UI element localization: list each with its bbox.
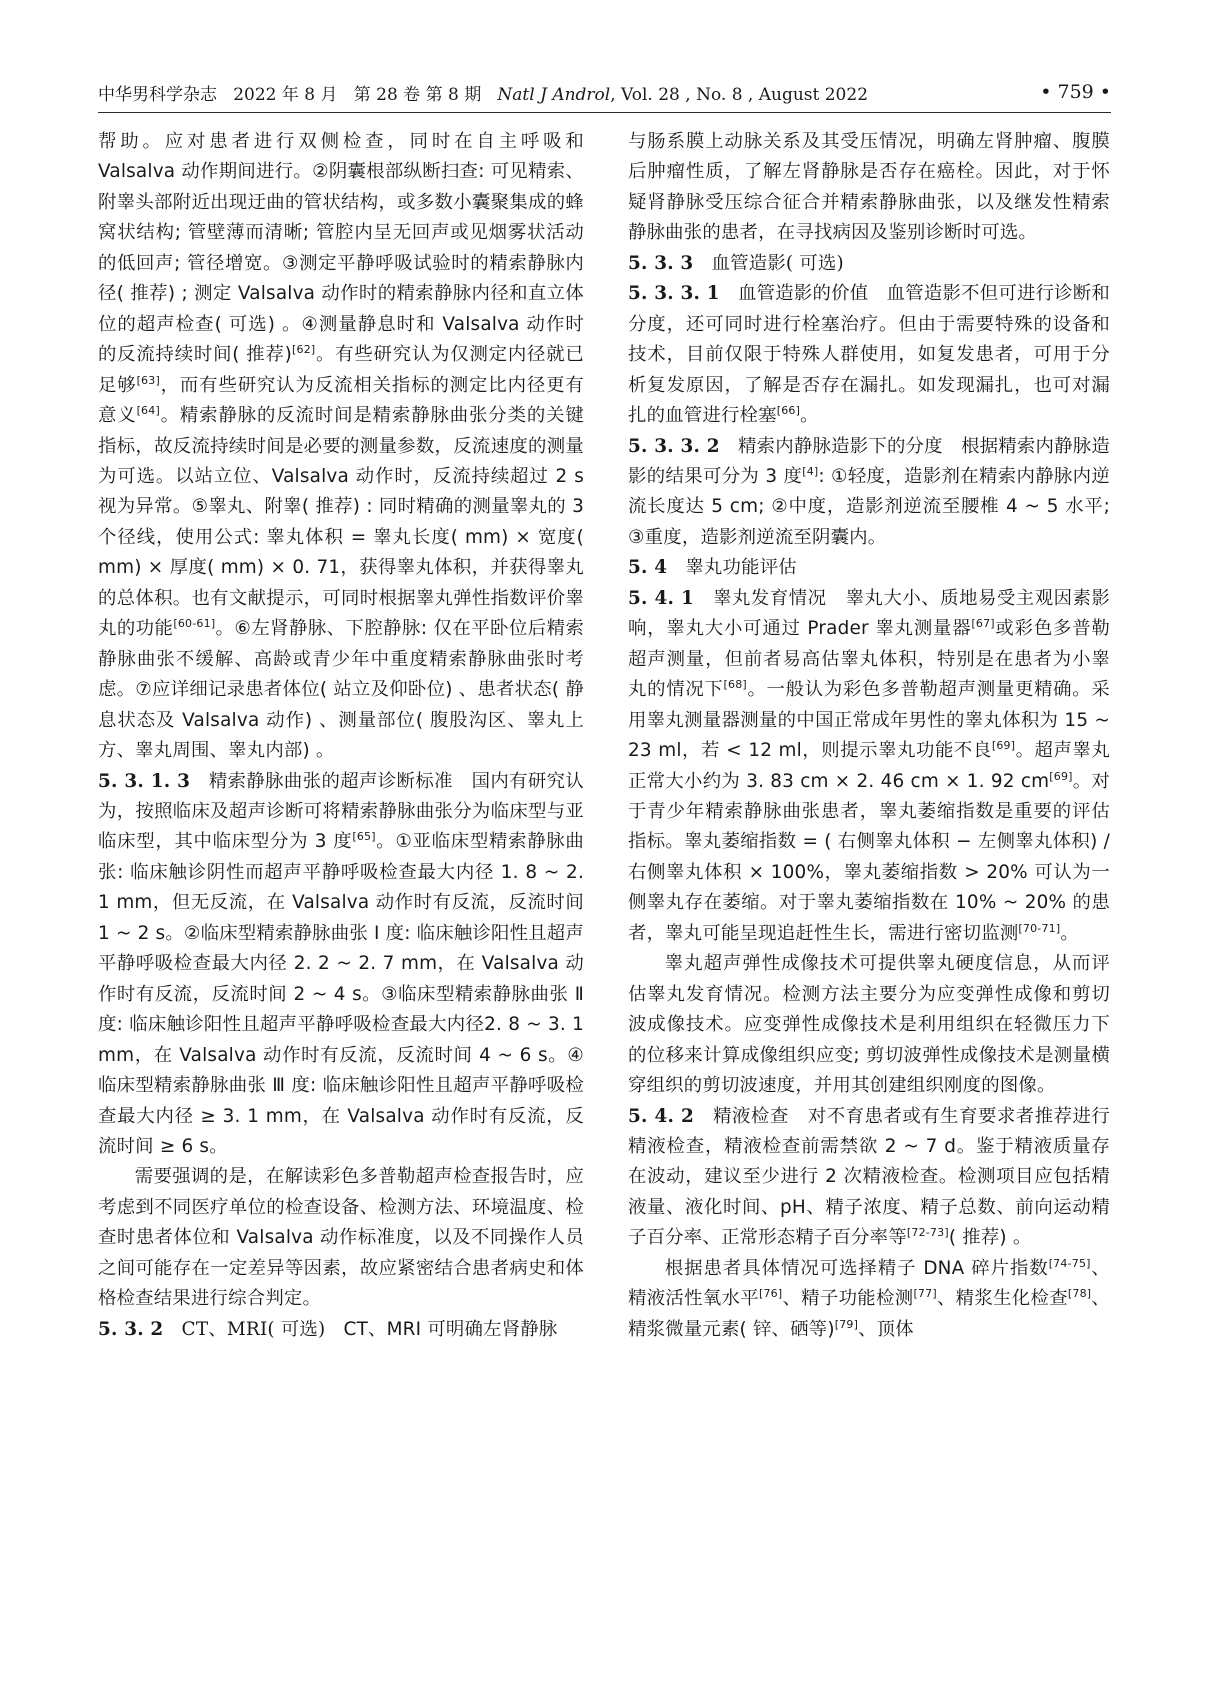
- section-title: 血管造影的价值: [737, 283, 869, 305]
- citation: [66]: [776, 404, 801, 418]
- citation: [72-73]: [906, 1226, 949, 1240]
- section-heading: [628, 253, 844, 274]
- text-run: 根据精索内静脉造影的结果可分为 3 度: [628, 435, 1111, 487]
- text-run: 血管造影不但可进行诊断和分度，还可同时进行栓塞治疗。但由于需要特殊的设备和技术，目前仅限于特殊人群使用，如复发患者，可用于分析复发原因，了解是否存在漏扎。如发现漏扎，也可对漏扎的血管进行栓塞: [628, 283, 1111, 427]
- header-citation: [98, 80, 868, 105]
- text-run: 帮助。应对患者进行双侧检查，同时在自主呼吸和 Valsalva 动作期间进行。②阴囊根部纵断扫查: 可见精索、附睾头部附近出现迂曲的管状结构，或多数小囊聚集成的蜂窝状结构; 管壁薄而清晰; 管腔内呈无回声或见烟雾状活动的低回声; 管径增宽。③测定平静呼吸试验时的精索静脉内径( 推荐) ; 测定 Valsalva 动作时的精索静脉内径和直立体位的超声检查( 可选) 。④测量静息时和 Valsalva 动作时的反流持续时间( 推荐): [98, 131, 584, 366]
- section-heading: [98, 1319, 325, 1340]
- journal-name-en: Natl J Androl: [497, 84, 611, 105]
- section-title: 睾丸发育情况: [713, 587, 827, 609]
- text-run: 、精浆微量元素( 锌、硒等): [628, 1288, 1111, 1340]
- text-run: 。超声睾丸正常大小约为 3. 83 cm × 2. 46 cm × 1. 92 cm: [628, 740, 1110, 792]
- section-number: 5. 4: [628, 557, 668, 579]
- citation: [74-75]: [1048, 1256, 1091, 1270]
- text-run: 对不育患者或有生育要求者推荐进行精液检查，精液检查前需禁欲 2 ~ 7 d。鉴于精液质量存在波动，建议至少进行 2 次精液检查。检测项目应包括精液量、液化时间、pH、精子浓度、精子总数、前向运动精子百分率、正常形态精子百分率等: [628, 1105, 1111, 1249]
- text-run: 。有些研究认为仅测定内径就已足够: [98, 344, 584, 396]
- text-run: 、精液活性氧水平: [628, 1257, 1111, 1310]
- section-number: 5. 3. 3. 2: [628, 435, 720, 457]
- journal-name-cn: 中华男科学杂志: [98, 84, 217, 105]
- text-run: ( 推荐) 。: [948, 1227, 1032, 1249]
- text-run: CT、MRI 可明确左肾静脉: [343, 1318, 558, 1340]
- text-run: 。一般认为彩色多普勒超声测量更精确。采用睾丸测量器测量的中国正常成年男性的睾丸体积为 15 ~ 23 ml，若 < 12 ml，则提示睾丸功能不良: [628, 679, 1110, 762]
- citation: [70-71]: [1018, 921, 1061, 935]
- section-title: 血管造影( 可选): [711, 252, 844, 274]
- citation: [60-61]: [173, 617, 216, 631]
- section-number: 5. 3. 3. 1: [628, 283, 720, 305]
- paragraph: [98, 127, 584, 767]
- citation: [76]: [758, 1287, 783, 1301]
- citation: [68]: [723, 678, 747, 692]
- running-header: [98, 72, 1111, 113]
- issue-date-cn: 2022 年 8 月: [233, 84, 338, 105]
- text-run: 、精子功能检测: [782, 1288, 914, 1310]
- volume-en: , Vol. 28 , No. 8 , August 2022: [610, 84, 869, 105]
- citation: [67]: [971, 617, 995, 631]
- section-heading: [98, 771, 453, 792]
- section-heading: [628, 588, 827, 609]
- text-run: 。: [1060, 922, 1079, 944]
- text-run: 国内有研究认为，按照临床及超声诊断可将精索静脉曲张分为临床型与亚临床型，其中临床型分为 3 度: [98, 770, 585, 853]
- text-run: 。: [800, 405, 819, 427]
- text-run: 。精索静脉的反流时间是精索静脉曲张分类的关键指标，故反流持续时间是必要的测量参数，反流速度的测量为可选。以站立位、Valsalva 动作时，反流持续超过 2 s 视为异常。⑤睾丸、附睾( 推荐) : 同时精确的测量睾丸的 3 个径线，使用公式: 睾丸体积 = 睾丸长度( mm) × 宽度( mm) × 厚度( mm) × 0. 71，获得睾丸体积，并获得睾丸的总体积。也有文献提示，可同时根据睾丸弹性指数评价睾丸的功能: [98, 405, 585, 640]
- section-5-3-1-3: [98, 767, 584, 1163]
- section-5-3-3-1: [628, 279, 1110, 431]
- text-run: 。⑥左肾静脉、下腔静脉: 仅在平卧位后精索静脉曲张不缓解、高龄或青少年中重度精索静脉曲张时考虑。⑦应详细记录患者体位( 站立及仰卧位) 、患者状态( 静息状态及 Valsalva 动作) 、测量部位( 腹股沟区、睾丸上方、睾丸周围、睾丸内部) 。: [98, 618, 584, 762]
- section-5-3-3-2: [628, 432, 1110, 554]
- text-run: : ①轻度，造影剂在精索内静脉内逆流长度达 5 cm; ②中度，造影剂逆流至腰椎 4 ~ 5 水平; ③重度，造影剂逆流至阴囊内。: [628, 465, 1111, 548]
- section-title: 精液检查: [713, 1105, 789, 1127]
- section-number: 5. 4. 2: [628, 1105, 695, 1127]
- section-5-4-2: [628, 1102, 1110, 1254]
- citation: [62]: [292, 343, 316, 357]
- section-5-4-1: [628, 584, 1110, 949]
- left-column: [98, 127, 584, 1345]
- section-heading: [628, 557, 797, 578]
- section-number: 5. 3. 3: [628, 252, 694, 274]
- citation: [79]: [834, 1317, 859, 1331]
- section-5-4: [628, 553, 1110, 583]
- citation: [64]: [136, 404, 160, 418]
- text-run: 、顶体: [858, 1318, 914, 1340]
- citation: [4]: [802, 464, 819, 478]
- paragraph: 睾丸超声弹性成像技术可提供睾丸硬度信息，从而评估睾丸发育情况。检测方法主要分为应变弹性成像和剪切波成像技术。应变弹性成像技术是利用组织在轻微压力下的位移来计算成像组织应变; 剪切波弹性成像技术是测量横穿组织的剪切波速度，并用其创建组织刚度的图像。: [628, 953, 1110, 1097]
- text-run: 、精浆生化检查: [936, 1288, 1068, 1310]
- citation: [69]: [1049, 769, 1073, 783]
- volume-cn: 第 28 卷 第 8 期: [353, 84, 482, 105]
- paragraph: 与肠系膜上动脉关系及其受压情况，明确左肾肿瘤、腹膜后肿瘤性质，了解左肾静脉是否存在癌栓。因此，对于怀疑肾静脉受压综合征合并精索静脉曲张，以及继发性精索静脉曲张的患者，在寻找病因及鉴别诊断时可选。: [628, 131, 1110, 244]
- paragraph: [628, 1254, 1110, 1345]
- right-column: [628, 127, 1110, 1345]
- text-run: 睾丸大小、质地易受主观因素影响，睾丸大小可通过 Prader 睾丸测量器: [628, 587, 1111, 640]
- section-number: 5. 3. 1. 3: [98, 770, 191, 792]
- text-run: 或彩色多普勒超声测量，但前者易高估睾丸体积，特别是在患者为小睾丸的情况下: [628, 618, 1110, 701]
- section-title: 精索内静脉造影下的分度: [737, 435, 943, 457]
- section-heading: [628, 1106, 789, 1127]
- section-5-3-3: [628, 249, 1110, 279]
- text-run: 。①亚临床型精索静脉曲张: 临床触诊阴性而超声平静呼吸检查最大内径 1. 8 ~ 2. 1 mm，但无反流，在 Valsalva 动作时有反流，反流时间 1 ~ 2 s。②临床型精索静脉曲张 Ⅰ 度: 临床触诊阳性且超声平静呼吸检查最大内径 2. 2 ~ 2. 7 mm，在 Valsalva 动作时有反流，反流时间 2 ~ 4 s。③临床型精索静脉曲张 Ⅱ 度: 临床触诊阳性且超声平静呼吸检查最大内径2. 8 ~ 3. 1 mm，在 Valsalva 动作时有反流，反流时间 4 ~ 6 s。④临床型精索静脉曲张 Ⅲ 度: 临床触诊阳性且超声平静呼吸检查最大内径 ≥ 3. 1 mm，在 Valsalva 动作时有反流，反流时间 ≥ 6 s。: [98, 831, 584, 1157]
- paragraph: 需要强调的是，在解读彩色多普勒超声检查报告时，应考虑到不同医疗单位的检查设备、检测方法、环境温度、检查时患者体位和 Valsalva 动作标准度，以及不同操作人员之间可能存在一定差异等因素，故应紧密结合患者病史和体格检查结果进行综合判定。: [98, 1166, 584, 1310]
- section-title: 睾丸功能评估: [685, 557, 797, 579]
- section-title: 精索静脉曲张的超声诊断标准: [208, 770, 453, 792]
- citation: [65]: [352, 830, 376, 844]
- text-run: ，而有些研究认为反流相关指标的测定比内径更有意义: [98, 374, 585, 427]
- text-run: 根据患者具体情况可选择精子 DNA 碎片指数: [664, 1257, 1049, 1279]
- section-heading: [628, 283, 868, 304]
- section-number: 5. 3. 2: [98, 1318, 164, 1340]
- section-5-3-2: [98, 1315, 584, 1345]
- citation: [69]: [991, 739, 1016, 753]
- section-number: 5. 4. 1: [628, 587, 695, 609]
- citation: [63]: [136, 373, 160, 387]
- text-run: 。对于青少年精索静脉曲张患者，睾丸萎缩指数是重要的评估指标。睾丸萎缩指数 = ( 右侧睾丸体积 − 左侧睾丸体积) / 右侧睾丸体积 × 100%，睾丸萎缩指数 > 20% 可认为一侧睾丸存在萎缩。对于睾丸萎缩指数在 10% ~ 20% 的患者，睾丸可能呈现追赶性生长，需进行密切监测: [628, 770, 1110, 944]
- citation: [77]: [913, 1287, 937, 1301]
- section-title: CT、MRI( 可选): [181, 1318, 326, 1340]
- citation: [78]: [1067, 1287, 1092, 1301]
- page-number: • 759 •: [1040, 81, 1111, 103]
- section-heading: [628, 436, 943, 457]
